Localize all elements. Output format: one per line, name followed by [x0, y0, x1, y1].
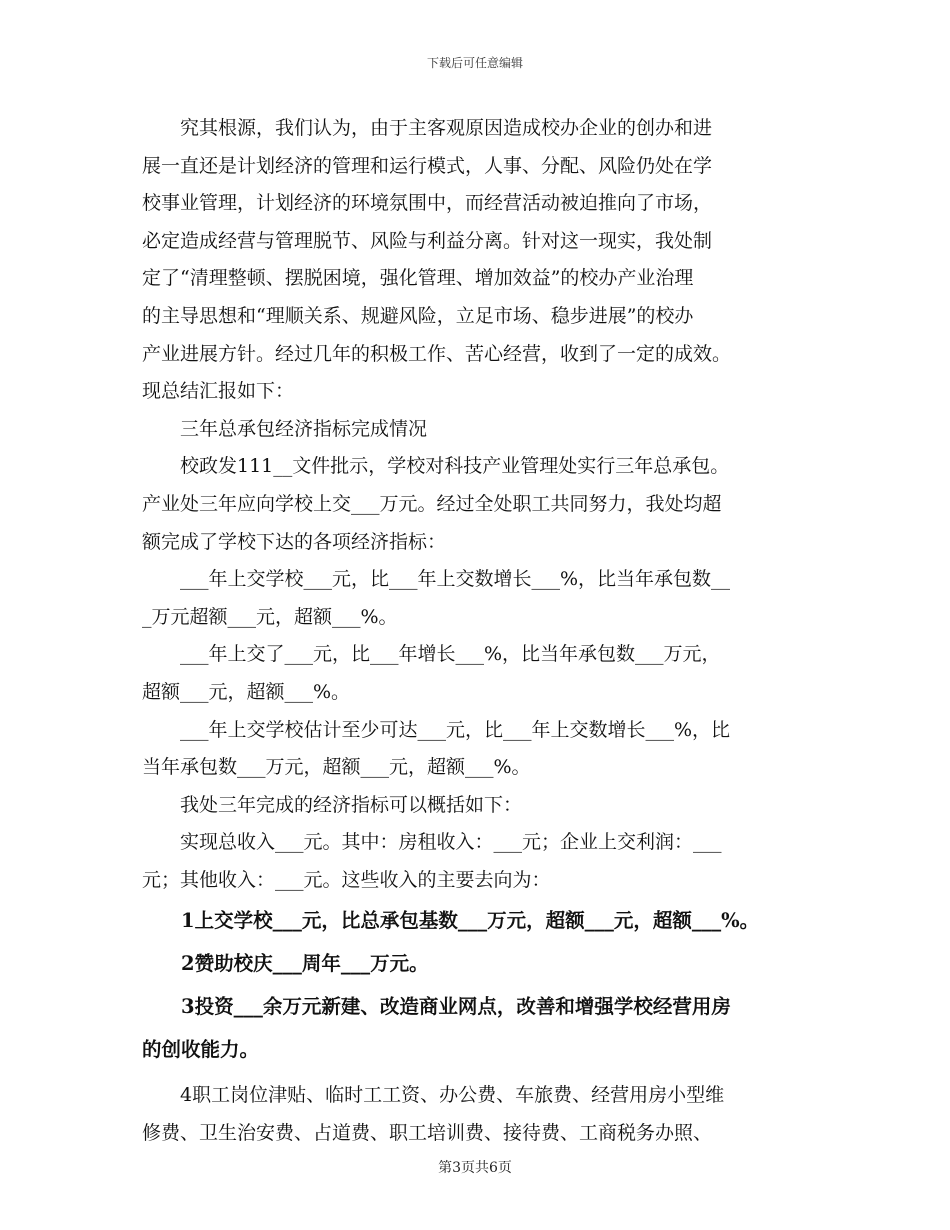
text-line: _万元超额___元，超额___%。	[142, 605, 398, 628]
text-line: 元；其他收入：___元。这些收入的主要去向为：	[142, 868, 551, 891]
text-line: 现总结汇报如下：	[142, 380, 295, 403]
text-line: 产业进展方针。经过几年的积极工作、苦心经营，收到了一定的成效。	[142, 342, 732, 365]
text-line: 展一直还是计划经济的管理和运行模式，人事、分配、风险仍处在学	[142, 154, 713, 177]
text-line: 的创收能力。	[142, 1038, 260, 1062]
text-line: 产业处三年应向学校上交___万元。经过全处职工共同努力，我处均超	[142, 492, 722, 515]
text-line: 实现总收入___元。其中：房租收入：___元；企业上交利润：___	[142, 831, 722, 854]
text-line: 2赞助校庆___周年___万元。	[142, 952, 429, 976]
text-line: 的主导思想和“理顺关系、规避风险，立足市场、稳步进展”的校办	[142, 304, 694, 327]
text-line: 当年承包数___万元，超额___元，超额___%。	[142, 756, 531, 779]
text-line: 定了“清理整顿、摆脱困境，强化管理、增加效益”的校办产业治理	[142, 267, 694, 290]
text-line: 1上交学校___元，比总承包基数___万元，超额___元，超额___%。	[142, 909, 760, 933]
page-footer: 第3页共6页	[438, 1160, 512, 1176]
text-line: ___年上交学校___元，比___年上交数增长___%，比当年承包数__	[142, 568, 731, 591]
text-line: 修费、卫生治安费、占道费、职工培训费、接待费、工商税务办照、	[142, 1122, 713, 1145]
text-line: 额完成了学校下达的各项经济指标：	[142, 530, 447, 553]
text-line: 必定造成经营与管理脱节、风险与利益分离。针对这一现实，我处制	[142, 229, 713, 252]
text-line: 超额___元，超额___%。	[142, 680, 351, 703]
document-body	[142, 110, 810, 1153]
text-line: 4职工岗位津贴、临时工工资、办公费、车旅费、经营用房小型维	[142, 1084, 725, 1107]
text-line: 校政发111__文件批示，学校对科技产业管理处实行三年总承包。	[142, 455, 730, 478]
text-line: 究其根源，我们认为，由于主客观原因造成校办企业的创办和进	[142, 117, 713, 139]
text-line: 3投资___余万元新建、改造商业网点，改善和增强学校经营用房	[142, 995, 731, 1019]
text-line: 三年总承包经济指标完成情况	[142, 417, 428, 440]
text-line: ___年上交了___元，比___年增长___%，比当年承包数___万元，	[142, 643, 721, 666]
text-line: ___年上交学校估计至少可达___元，比___年上交数增长___%，比	[142, 718, 731, 741]
text-line: 我处三年完成的经济指标可以概括如下：	[142, 793, 523, 816]
page-header: 下载后可任意编辑	[426, 56, 523, 70]
text-line: 校事业管理，计划经济的环境氛围中，而经营活动被迫推向了市场，	[142, 192, 713, 215]
